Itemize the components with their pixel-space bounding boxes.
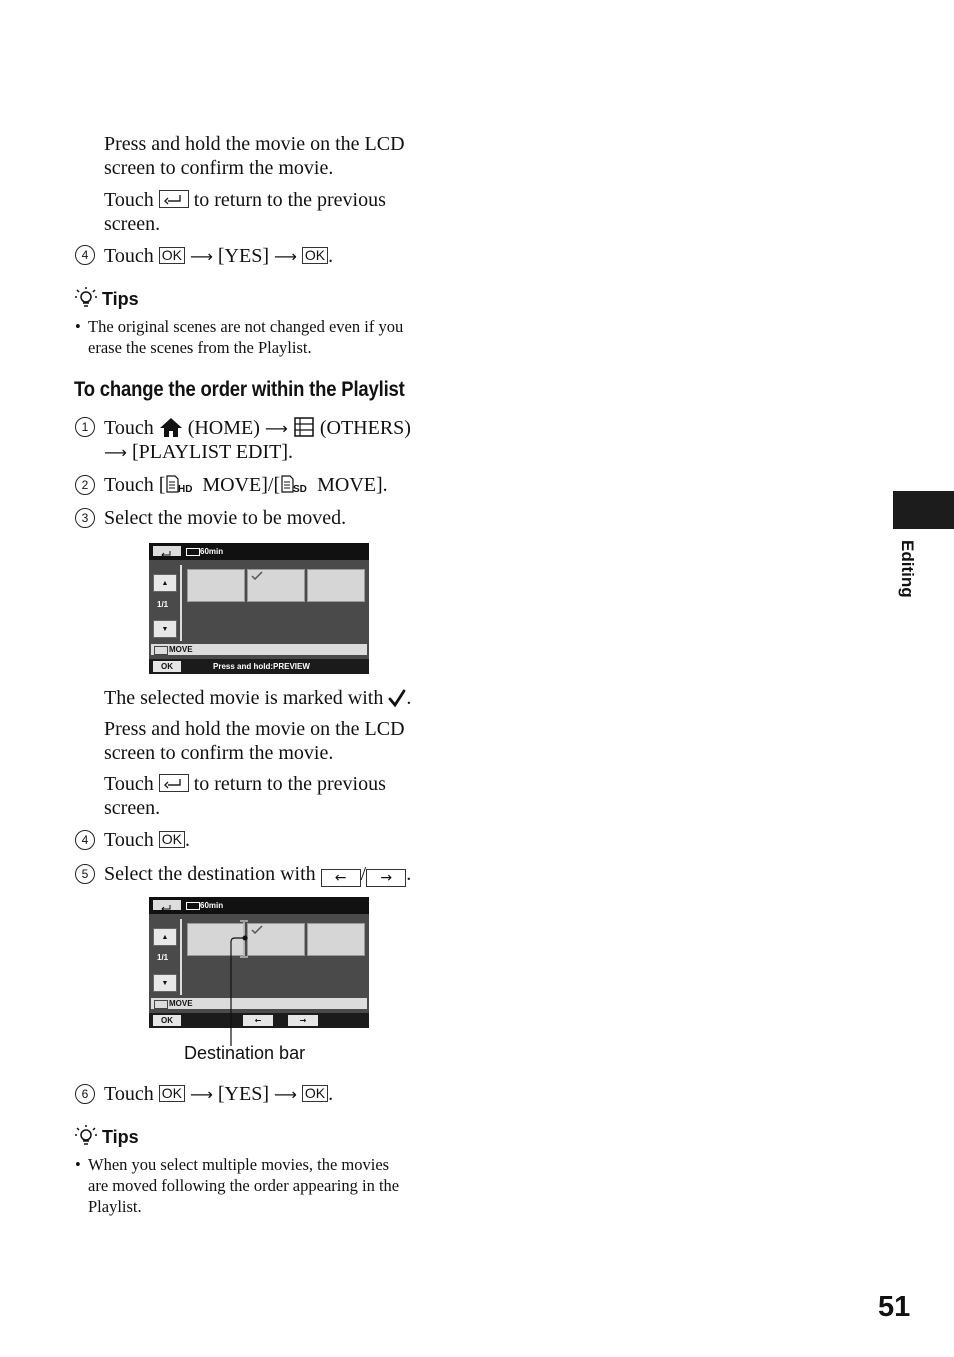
svg-text:HD: HD [178,484,193,494]
touch-return-line: Touch to return to the previous [104,189,386,211]
mode-bar [151,644,367,655]
step-number: 4 [75,245,95,265]
lcd-screen-destination [149,897,369,1028]
step-1-line-2: ⟶ [PLAYLIST EDIT]. [104,441,294,463]
others-icon [293,416,315,438]
hint-text: Press and hold:PREVIEW [213,662,310,671]
step-5: Select the destination with ← / → . [104,863,412,886]
touch-return-line: Touch to return to the previous [104,773,386,795]
page-indicator: 1/1 [157,953,169,962]
lcd-screen-select [149,543,369,674]
lightbulb-icon [74,286,98,310]
ok-key: OK [302,1085,328,1102]
lightbulb-icon [74,1124,98,1148]
tip1-line-2: erase the scenes from the Playlist. [88,338,312,357]
tips-header: Tips [74,1124,139,1148]
hd-playlist-icon [154,646,168,655]
battery-time: 60min [200,901,224,910]
touch-return-line-2: screen. [104,213,161,235]
mode-bar [151,998,367,1009]
step-number: 4 [75,830,95,850]
left-arrow-button: ← [243,1015,273,1026]
ok-key: OK [159,1085,185,1102]
thumbnail [307,569,365,602]
callout-line [225,930,255,1050]
battery-time: 60min [200,547,224,556]
arrow-right-icon: ⟶ [264,419,288,438]
step-number: 3 [75,508,95,528]
right-arrow-button: → [288,1015,318,1026]
touch-return-line-2: screen. [104,797,161,819]
sd-playlist-icon [280,474,312,494]
scroll-down-button: ▼ [153,620,177,638]
tip1-line-1: The original scenes are not changed even if you [88,317,404,336]
arrow-right-icon: ⟶ [104,443,127,462]
arrow-right-icon: ⟶ [273,247,297,266]
tips-header: Tips [74,286,139,310]
section-tab [893,491,954,529]
destination-bar-caption: Destination bar [184,1043,306,1063]
thumbnail-selected [247,923,305,956]
page-number: 51 [878,1291,911,1323]
scroll-up-button: ▲ [153,928,177,946]
scroll-up-button: ▲ [153,574,177,592]
step-number: 2 [75,475,95,495]
step-2: Touch [ HD MOVE]/[ SD MOVE]. [104,474,388,496]
return-button [153,900,181,910]
bullet: • [75,317,81,336]
scroll-bar [180,565,182,641]
press-hold-line-2: screen to confirm the movie. [104,157,334,179]
thumbnail [307,923,365,956]
press-hold-line-2: screen to confirm the movie. [104,742,334,764]
thumbnail-selected [247,569,305,602]
section-heading: To change the order within the Playlist [74,378,405,401]
arrow-right-icon: ⟶ [273,1085,297,1104]
ok-button: OK [153,661,181,672]
checkmark-icon [388,689,406,707]
right-arrow-key: → [366,869,406,887]
ok-key: OK [159,831,185,848]
step-4-top: Touch OK ⟶ [YES] ⟶ OK . [104,245,334,267]
check-icon [251,571,263,580]
thumbnail [187,569,245,602]
bullet: • [75,1155,81,1174]
step-4: Touch OK . [104,829,190,851]
hd-playlist-icon [165,474,197,494]
press-hold-line-1: Press and hold the movie on the LCD [104,718,405,740]
press-hold-line-1: Press and hold the movie on the LCD [104,133,405,155]
step-6: Touch OK ⟶ [YES] ⟶ OK . [104,1083,334,1105]
section-label: Editing [898,540,917,598]
battery-icon [186,902,200,910]
step-3: Select the movie to be moved. [104,507,347,529]
return-button [153,546,181,556]
mode-label: MOVE [169,999,193,1008]
step-1: Touch (HOME) ⟶ (OTHERS) [104,417,411,439]
ok-button: OK [153,1015,181,1026]
return-icon [159,774,189,792]
left-arrow-key: ← [321,869,361,887]
ok-key: OK [302,247,328,264]
return-icon [159,190,189,208]
step-number: 1 [75,417,95,437]
ok-key: OK [159,247,185,264]
arrow-right-icon: ⟶ [189,247,213,266]
page-indicator: 1/1 [157,600,169,609]
step-number: 6 [75,1084,95,1104]
step-number: 5 [75,864,95,884]
marked-line: The selected movie is marked with . [104,687,412,709]
scroll-bar [180,919,182,995]
scroll-down-button: ▼ [153,974,177,992]
home-icon [159,416,183,438]
tip2-line-3: Playlist. [88,1197,142,1216]
svg-text:SD: SD [293,484,308,494]
mode-label: MOVE [169,645,193,654]
tip2-line-1: When you select multiple movies, the movies [88,1155,390,1174]
arrow-right-icon: ⟶ [189,1085,213,1104]
hd-playlist-icon [154,1000,168,1009]
tip2-line-2: are moved following the order appearing in the [88,1176,400,1195]
battery-icon [186,548,200,556]
